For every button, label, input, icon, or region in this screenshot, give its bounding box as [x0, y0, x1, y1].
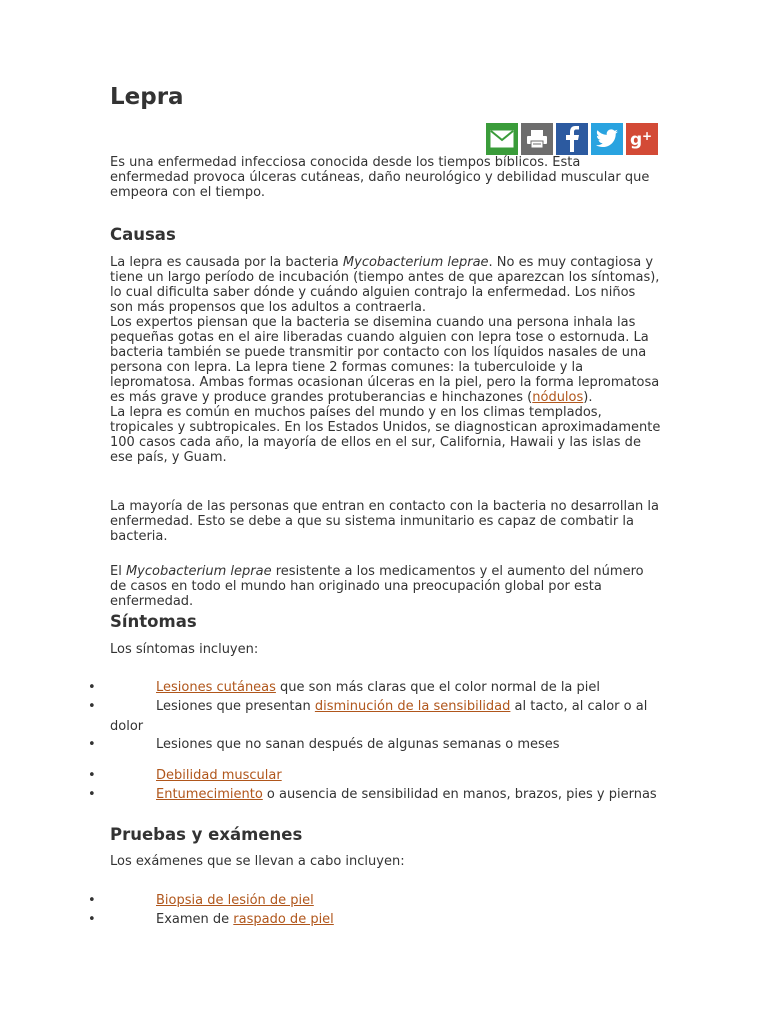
- list-item: [88, 697, 668, 737]
- list-item-label: o ausencia de sensibilidad en manos, brazos, pies y piernas: [262, 787, 657, 802]
- pruebas-section: [110, 825, 662, 844]
- bullet: •: [88, 893, 96, 908]
- bullet: •: [88, 787, 96, 802]
- causas-text: Los expertos piensan que la bacteria se disemina cuando una persona inhala las pequeñas gotas en el aire liberadas cuando alguien con lepra tose o estornuda. La bacteria también se puede transmitir por contacto con los líquidos nasales de una persona con lepra. La lepra tiene 2 formas comunes: la tuberculoide y la lepromatosa. Ambas formas ocasionan úlceras en la piel, pero la forma lepromatosa es más grave y produce grandes protuberancias e hinchazones (: [110, 315, 660, 405]
- causas-paragraph-4-wrap: [110, 499, 662, 544]
- bullet: •: [88, 768, 96, 783]
- google-plus-icon: [629, 128, 655, 150]
- list-item-text: [88, 766, 668, 786]
- email-share-button[interactable]: [486, 123, 518, 155]
- causas-body: [110, 255, 662, 465]
- pruebas-lead: Los exámenes que se llevan a cabo incluyen:: [110, 854, 405, 869]
- page-title: Lepra: [110, 84, 184, 110]
- list-item-text: [88, 697, 668, 737]
- svg-text:+: +: [642, 129, 653, 143]
- sintomas-lead: Los síntomas incluyen:: [110, 642, 259, 657]
- google-plus-share-button[interactable]: [626, 123, 658, 155]
- list-item-label: Examen de: [156, 912, 234, 927]
- causas-paragraph-3: La lepra es común en muchos países del mundo y en los climas templados, tropicales y subtropicales. En los Estados Unidos, se diagnostican aproximadamente 100 casos cada año, la mayoría de ellos en el sur, California, Hawaii y las islas de ese país, y Guam.: [110, 405, 661, 465]
- svg-text:g: g: [630, 130, 643, 150]
- facebook-icon: [564, 126, 580, 152]
- causas-paragraph-1: [110, 255, 662, 315]
- bacteria-name: Mycobacterium leprae: [342, 255, 489, 270]
- entumecimiento-link[interactable]: Entumecimiento: [156, 787, 263, 802]
- list-item: [88, 678, 668, 698]
- causas-paragraph-5: [110, 564, 662, 609]
- causas-paragraph-2: [110, 315, 662, 405]
- pruebas-lead-wrap: [110, 854, 662, 869]
- causas-text: . No es muy contagiosa y tiene un largo período de incubación (tiempo antes de que aparezcan los síntomas), lo cual dificulta saber dónde y cuándo alguien contrajo la enfermedad. Los niños son más propensos que los adultos a contraerla.: [110, 255, 660, 315]
- causas-heading: Causas: [110, 225, 176, 244]
- list-item-text: [88, 678, 668, 698]
- bacteria-name: Mycobacterium leprae: [125, 564, 272, 579]
- causas-section: [110, 225, 662, 244]
- intro-paragraph: Es una enfermedad infecciosa conocida desde los tiempos bíblicos. Esta enfermedad provoca úlceras cutáneas, daño neurológico y debilidad muscular que empeora con el tiempo.: [110, 155, 650, 200]
- list-item-text: [88, 891, 668, 911]
- list-item: [88, 891, 668, 911]
- causas-text: resistente a los medicamentos y el aumento del número de casos en todo el mundo han originado una preocupación global por esta enfermedad.: [110, 564, 644, 609]
- bullet: •: [88, 912, 96, 927]
- causas-text: La lepra es causada por la bacteria: [110, 255, 343, 270]
- causas-text: ).: [583, 390, 593, 405]
- pruebas-heading: Pruebas y exámenes: [110, 825, 303, 844]
- disminucion-sensibilidad-link[interactable]: disminución de la sensibilidad: [314, 699, 511, 714]
- twitter-share-button[interactable]: [591, 123, 623, 155]
- lesiones-cutaneas-link[interactable]: Lesiones cutáneas: [156, 680, 276, 695]
- list-item-label: Lesiones que presentan: [156, 699, 315, 714]
- list-item-text: Lesiones que no sanan después de algunas semanas o meses: [156, 737, 560, 752]
- causas-text: El: [110, 564, 126, 579]
- list-item: [88, 910, 668, 930]
- biopsia-link[interactable]: Biopsia de lesión de piel: [156, 893, 314, 908]
- intro-section: [110, 155, 662, 200]
- email-icon: [490, 130, 514, 148]
- debilidad-muscular-link[interactable]: Debilidad muscular: [156, 768, 282, 783]
- nodulos-link[interactable]: nódulos: [532, 390, 584, 405]
- bullet: •: [88, 680, 96, 695]
- list-item-text: [88, 910, 668, 930]
- twitter-icon: [595, 129, 619, 149]
- list-item: [88, 766, 668, 786]
- sintomas-heading: Síntomas: [110, 612, 197, 631]
- facebook-share-button[interactable]: [556, 123, 588, 155]
- list-item: [88, 785, 668, 805]
- causas-paragraph-4: La mayoría de las personas que entran en contacto con la bacteria no desarrollan la enfermedad. Esto se debe a que su sistema inmunitario es capaz de combatir la bacteria.: [110, 499, 659, 544]
- causas-paragraph-5-wrap: [110, 564, 662, 609]
- bullet: •: [88, 699, 96, 714]
- list-item-label: que son más claras que el color normal de la piel: [275, 680, 601, 695]
- print-button[interactable]: [521, 123, 553, 155]
- list-item: [88, 735, 668, 755]
- share-toolbar: [486, 123, 661, 155]
- list-item-text: [88, 785, 668, 805]
- sintomas-section: [110, 612, 662, 631]
- print-icon: [526, 129, 548, 149]
- sintomas-lead-wrap: [110, 642, 662, 657]
- list-item-label: al tacto, al calor o al dolor: [110, 699, 648, 734]
- bullet: •: [88, 737, 96, 752]
- raspado-piel-link[interactable]: raspado de piel: [233, 912, 334, 927]
